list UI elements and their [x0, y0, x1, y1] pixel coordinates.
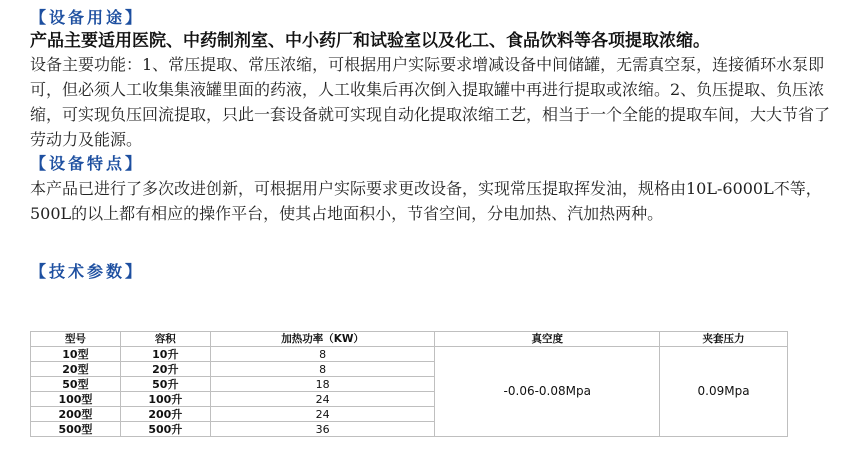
document-body	[30, 6, 830, 298]
cell-volume: 10升	[120, 347, 210, 362]
cell-power: 8	[210, 347, 435, 362]
usage-section-title: 【设备用途】	[30, 8, 145, 27]
cell-volume: 20升	[120, 362, 210, 377]
cell-volume: 200升	[120, 407, 210, 422]
cell-vacuum: -0.06-0.08Mpa	[435, 347, 660, 437]
cell-model: 10型	[31, 347, 121, 362]
cell-model: 200型	[31, 407, 121, 422]
header-vacuum: 真空度	[435, 332, 660, 347]
table-header-row	[31, 332, 788, 347]
cell-model: 20型	[31, 362, 121, 377]
table-row	[31, 347, 788, 362]
cell-model: 100型	[31, 392, 121, 407]
cell-volume: 50升	[120, 377, 210, 392]
cell-volume: 100升	[120, 392, 210, 407]
cell-power: 24	[210, 392, 435, 407]
usage-lead-text: 产品主要适用医院、中药制剂室、中小药厂和试验室以及化工、食品饮料等各项提取浓缩。	[30, 31, 710, 51]
technical-params-table	[30, 331, 788, 437]
cell-power: 24	[210, 407, 435, 422]
header-model: 型号	[31, 332, 121, 347]
cell-power: 18	[210, 377, 435, 392]
cell-model: 50型	[31, 377, 121, 392]
params-section-title: 【技术参数】	[30, 262, 145, 281]
features-section-title: 【设备特点】	[30, 154, 145, 173]
cell-model: 500型	[31, 422, 121, 437]
cell-volume: 500升	[120, 422, 210, 437]
features-body-text: 本产品已进行了多次改进创新，可根据用户实际要求更改设备，实现常压提取挥发油，规格由10L-6000L不等，500L的以上都有相应的操作平台，使其占地面积小，节省空间，分电加热、汽加热两种。	[30, 179, 822, 223]
header-jacket-pressure: 夹套压力	[660, 332, 788, 347]
header-volume: 容积	[120, 332, 210, 347]
header-heating-power: 加热功率（KW）	[210, 332, 435, 347]
cell-power: 8	[210, 362, 435, 377]
section-spacer	[30, 226, 830, 256]
cell-jacket-pressure: 0.09Mpa	[660, 347, 788, 437]
usage-body-text: 设备主要功能：1、常压提取、常压浓缩，可根据用户实际要求增减设备中间储罐，无需真空泵，连接循环水泵即可，但必须人工收集集液罐里面的药液，人工收集后再次倒入提取罐中再进行提取或浓缩。2、负压提取、负压浓缩，可实现负压回流提取，只此一套设备就可实现自动化提取浓缩工艺，相当于一个全能的提取车间，大大节省了劳动力及能源。	[30, 55, 831, 149]
cell-power: 36	[210, 422, 435, 437]
